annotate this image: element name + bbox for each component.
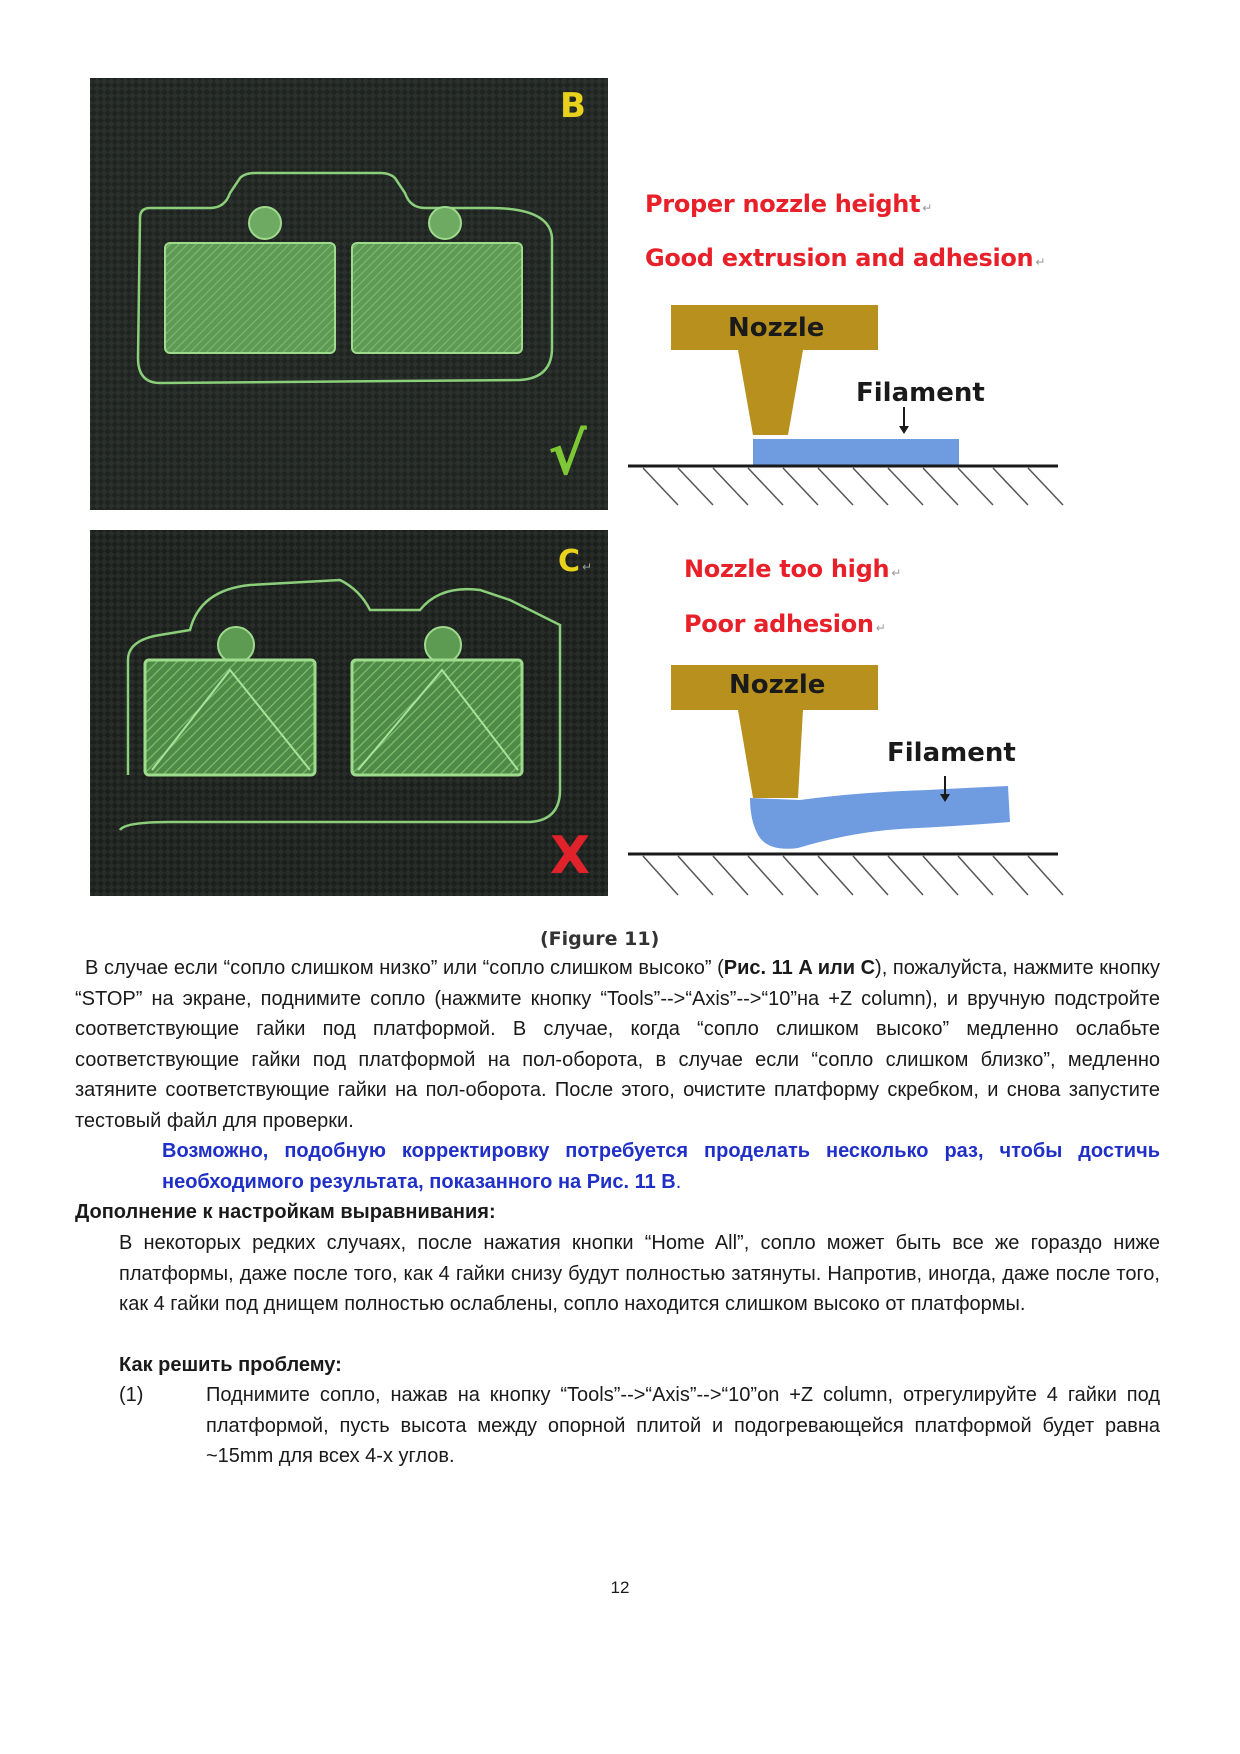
step-1-number: (1) — [119, 1384, 144, 1406]
paragraph-3: В некоторых редких случаях, после нажатия кнопки “Home All”, сопло может быть все же гораздо ниже платформы, даже после того, как 4 гайки снизу будут полностью затянуты. Напротив, иногда, даже после того, как 4 гайки под днищем полностью ослаблены, сопло находится слишком высоко от платформы. — [119, 1232, 1160, 1315]
nozzle-diagram-c — [628, 660, 1068, 905]
filament-label-b: Filament — [856, 378, 985, 408]
proper-height-title: Proper nozzle height ↵ — [645, 190, 933, 218]
photo-panel-c — [90, 530, 608, 896]
subheading: Как решить проблему: — [119, 1354, 342, 1376]
nozzle-too-high-title: Nozzle too high ↵ — [684, 555, 902, 583]
nozzle-label-b: Nozzle — [728, 313, 825, 343]
panel-b-letter: B — [560, 86, 586, 126]
poor-adhesion-title: Poor adhesion ↵ — [684, 610, 886, 638]
filament-label-c: Filament — [887, 738, 1016, 768]
good-adhesion-title: Good extrusion and adhesion ↵ — [645, 244, 1046, 272]
nozzle-label-c: Nozzle — [729, 670, 826, 700]
section-heading: Дополнение к настройкам выравнивания: — [75, 1201, 496, 1223]
paragraph-2-note: Возможно, подобную корректировку потребуется проделать несколько раз, чтобы достичь необходимого результата, показанного на Рис. 11 B. — [162, 1140, 1160, 1193]
paragraph-1: В случае если “сопло слишком низко” или “сопло слишком высоко” (Рис. 11 A или C), пожалуйста, нажмите кнопку “STOP” на экране, поднимите сопло (нажмите кнопку “Tools”-->“Axis”-->“10”на +Z column), и вручную подстройте соответствующие гайки под платформой. В случае, когда “сопло слишком высоко” медленно ослабьте соответствующие гайки под платформой на пол-оборота, в случае если “сопло слишком близко”, медленно затяните соответствующие гайки на пол-оборота. После этого, очистите платформу скребком, и снова запустите тестовый файл для проверки. — [75, 957, 1161, 1132]
figure-caption: (Figure 11) — [540, 928, 660, 950]
page-number: 12 — [610, 1578, 630, 1597]
panel-c-letter: C ↵ — [558, 544, 593, 579]
photo-panel-b — [90, 78, 608, 510]
checkmark-icon: √ — [548, 420, 587, 488]
step-1-text: Поднимите сопло, нажав на кнопку “Tools”-->“Axis”-->“10”on +Z column, отрегулируйте 4 гайки под платформой, пусть высота между опорной плитой и подогревающейся платформой будет равна ~15mm для всех 4-х углов. — [206, 1384, 1160, 1467]
nozzle-diagram-b — [628, 300, 1068, 515]
cross-icon: X — [550, 826, 591, 886]
